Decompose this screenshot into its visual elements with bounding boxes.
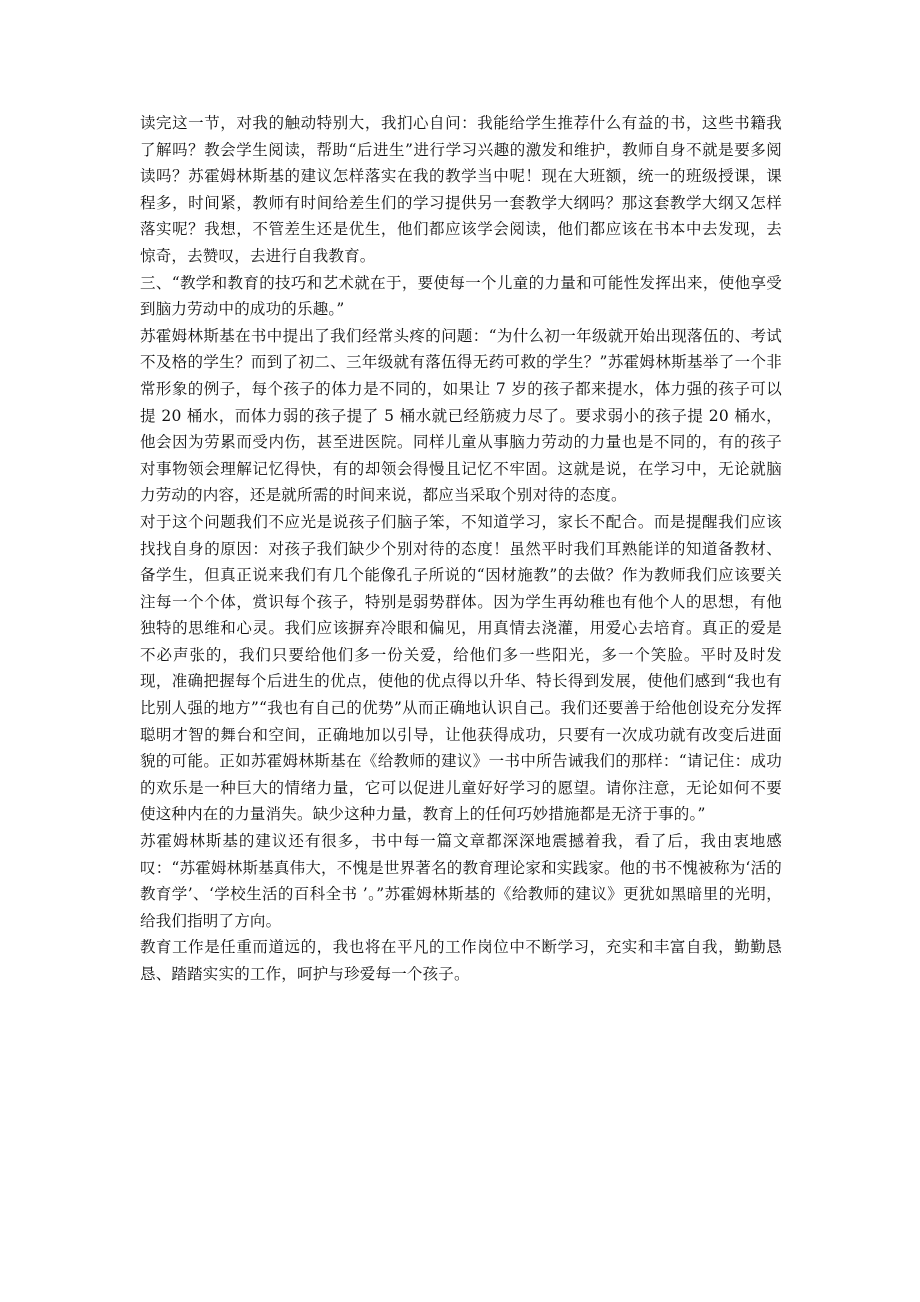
paragraph: 教育工作是任重而道远的，我也将在平凡的工作岗位中不断学习，充实和丰富自我，勤勤恳恳、踏踏实实的工作，呵护与珍爱每一个孩子。 [140, 938, 782, 983]
paragraph: 苏霍姆林斯基在书中提出了我们经常头疼的问题：“为什么初一年级就开始出现落伍的、考试不及格的学生？而到了初二、三年级就有落伍得无药可救的学生？”苏霍姆林斯基举了一个非常形象的例子，每个孩子的体力是不同的，如果让 7 岁的孩子都来提水，体力强的孩子可以提 20 桶水，而体力弱的孩子提了 5 桶水就已经筋疲力尽了。要求弱小的孩子提 20 桶水，他会因为劳累而受内伤，甚至进医院。同样儿童从事脑力劳动的力量也是不同的，有的孩子对事物领会理解记忆得快，有的却领会得慢且记忆不牢固。这就是说，在学习中，无论就脑力劳动的内容，还是就所需的时间来说，都应当采取个别对待的态度。 [140, 326, 782, 505]
paragraph: 苏霍姆林斯基的建议还有很多，书中每一篇文章都深深地震撼着我，看了后，我由衷地感叹：“苏霍姆林斯基真伟大，不愧是世界著名的教育理论家和实践家。他的书不愧被称为‘活的教育学’、‘学校生活的百科全书 ’。”苏霍姆林斯基的《给教师的建议》更犹如黑暗里的光明，给我们指明了方向。 [140, 832, 782, 930]
document-body [140, 110, 782, 988]
paragraph: 对于这个问题我们不应光是说孩子们脑子笨，不知道学习，家长不配合。而是提醒我们应该找找自身的原因：对孩子我们缺少个别对待的态度！虽然平时我们耳熟能详的知道备教材、备学生，但真正说来我们有几个能像孔子所说的“因材施教”的去做？作为教师我们应该要关注每一个个体，赏识每个孩子，特别是弱势群体。因为学生再幼稚也有他个人的思想，有他独特的思维和心灵。我们应该摒弃冷眼和偏见，用真情去浇灌，用爱心去培育。真正的爱是不必声张的，我们只要给他们多一份关爱，给他们多一些阳光，多一个笑脸。平时及时发现，准确把握每个后进生的优点，使他的优点得以升华、特长得到发展，使他们感到“我也有比别人强的地方”“我也有自己的优势”从而正确地认识自己。我们还要善于给他创设充分发挥聪明才智的舞台和空间，正确地加以引导，让他获得成功，只要有一次成功就有改变后进面貌的可能。正如苏霍姆林斯基在《给教师的建议》一书中所告诫我们的那样：“请记住：成功的欢乐是一种巨大的情绪力量，它可以促进儿童好好学习的愿望。请你注意，无论如何不要使这种内在的力量消失。缺少这种力量，教育上的任何巧妙措施都是无济于事的。” [140, 512, 782, 824]
section-heading: 三、“教学和教育的技巧和艺术就在于，要使每一个儿童的力量和可能性发挥出来，使他享受到脑力劳动中的成功的乐趣。” [140, 273, 782, 319]
paragraph: 读完这一节，对我的触动特别大，我扪心自问：我能给学生推荐什么有益的书，这些书籍我了解吗？教会学生阅读，帮助“后进生”进行学习兴趣的激发和维护，教师自身不就是要多阅读吗？苏霍姆林斯基的建议怎样落实在我的教学当中呢！现在大班额，统一的班级授课，课程多，时间紧，教师有时间给差生们的学习提供另一套教学大纲吗？那这套教学大纲又怎样落实呢？我想，不管差生还是优生，他们都应该学会阅读，他们都应该在书本中去发现，去惊奇，去赞叹，去进行自我教育。 [140, 114, 782, 265]
